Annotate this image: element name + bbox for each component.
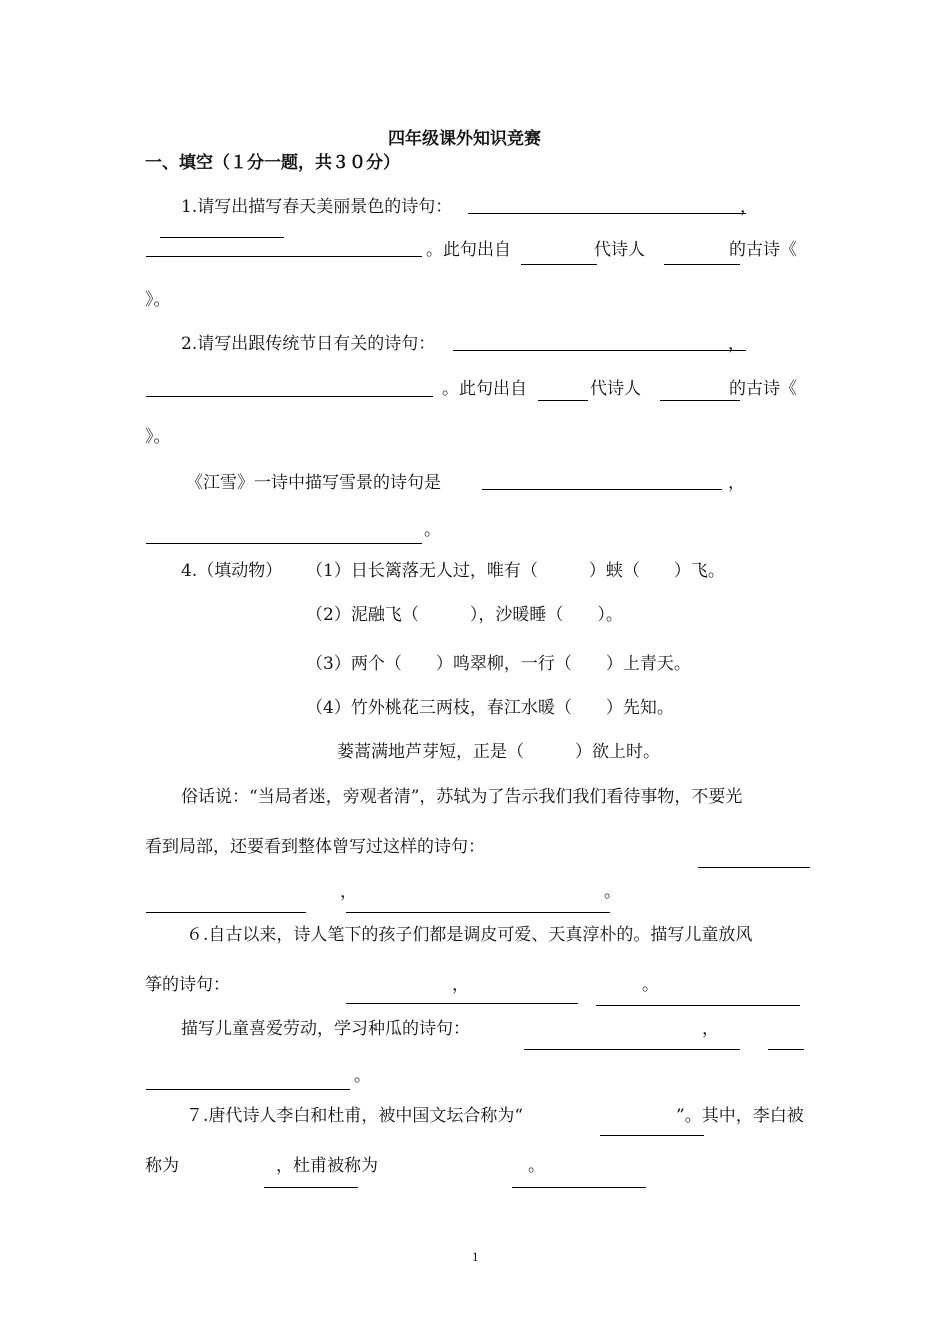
q1-prompt: 1.请写出描写春天美丽景色的诗句： xyxy=(181,197,453,217)
q5-comma: ， xyxy=(340,882,357,902)
q2-comma: ， xyxy=(728,334,745,354)
q1-dynasty-blank[interactable] xyxy=(521,264,597,265)
q5-line-2: 看到局部，还要看到整体曾写过这样的诗句： xyxy=(145,837,485,857)
q4-item-1: （1）日长篱落无人过，唯有（ ）蛱（ ）飞。 xyxy=(306,561,725,581)
q7-line-1: ７.唐代诗人李白和杜甫，被中国文坛合称为“ xyxy=(186,1106,524,1126)
q1-from: 。此句出自 xyxy=(426,240,511,260)
q4-item-2: （2）泥融飞（ ），沙暖睡（ ）。 xyxy=(306,605,623,625)
q7-blank-3[interactable] xyxy=(512,1187,646,1188)
section-heading: 一、填空（１分一题，共３０分） xyxy=(145,153,400,173)
q4-item-4b: 蒌蒿满地芦芽短，正是（ ）欲上时。 xyxy=(337,742,660,762)
q6-line-2: 筝的诗句： xyxy=(145,975,230,995)
q1-poem-label: 的古诗《 xyxy=(729,240,797,260)
q6-comma: ， xyxy=(452,975,469,995)
q7-end: 。 xyxy=(528,1156,545,1176)
q5-blank-2[interactable] xyxy=(346,912,610,913)
q2-blank-1[interactable] xyxy=(453,350,746,351)
q4-label: 4.（填动物） xyxy=(181,561,283,581)
q1-blank-1[interactable] xyxy=(468,213,746,214)
q3-end: 。 xyxy=(424,520,441,540)
q1-blank-2[interactable] xyxy=(160,237,284,238)
q2-from: 。此句出自 xyxy=(442,379,527,399)
q4-item-3: （3）两个（ ）鸣翠柳，一行（ ）上青天。 xyxy=(306,654,691,674)
q2-dynasty-blank[interactable] xyxy=(538,400,588,401)
q3-blank-2[interactable] xyxy=(146,543,422,544)
q2-poet-label: 代诗人 xyxy=(590,379,641,399)
q2-close: 》。 xyxy=(145,427,171,447)
q7-blank-2[interactable] xyxy=(264,1187,358,1188)
page-number: 1 xyxy=(472,1249,479,1264)
q4-item-4: （4）竹外桃花三两枝，春江水暖（ ）先知。 xyxy=(306,698,674,718)
q5-end: 。 xyxy=(604,882,621,902)
q2-poem-label: 的古诗《 xyxy=(729,379,797,399)
q3-comma: ， xyxy=(728,473,745,493)
q6-end: 。 xyxy=(642,975,659,995)
q7-blank-1[interactable] xyxy=(600,1135,704,1136)
q3-blank-1[interactable] xyxy=(482,489,722,490)
q7-line-2b: ，杜甫被称为 xyxy=(276,1156,378,1176)
q6-blank-2[interactable] xyxy=(596,1005,800,1006)
q6-comma-2: ， xyxy=(702,1019,719,1039)
q5-blank-1[interactable] xyxy=(146,912,306,913)
q2-prompt: 2.请写出跟传统节日有关的诗句： xyxy=(181,334,436,354)
q7-line-2a: 称为 xyxy=(145,1156,179,1176)
q1-poet-label: 代诗人 xyxy=(594,240,645,260)
q5-line-1: 俗话说：“当局者迷，旁观者清”，苏轼为了告示我们我们看待事物，不要光 xyxy=(181,787,743,807)
q3-prompt: 《江雪》一诗中描写雪景的诗句是 xyxy=(186,473,441,493)
q6-end-2: 。 xyxy=(354,1066,371,1086)
q5-blank-0[interactable] xyxy=(698,867,810,868)
q1-blank-3[interactable] xyxy=(146,256,422,257)
q2-blank-2[interactable] xyxy=(146,396,433,397)
q6-blank-5[interactable] xyxy=(146,1089,350,1090)
q6-line-1: ６.自古以来，诗人笔下的孩子们都是调皮可爱、天真淳朴的。描写儿童放风 xyxy=(186,925,753,945)
q1-comma: ， xyxy=(740,197,757,217)
q6-blank-4[interactable] xyxy=(768,1049,804,1050)
q6-line-3: 描写儿童喜爱劳动，学习种瓜的诗句： xyxy=(181,1019,470,1039)
q1-poet-blank[interactable] xyxy=(664,264,740,265)
q7-line-1b: ”。其中，李白被 xyxy=(676,1106,804,1126)
page-title: 四年级课外知识竞赛 xyxy=(388,129,541,149)
q6-blank-3[interactable] xyxy=(524,1049,740,1050)
q1-close: 》。 xyxy=(145,290,171,310)
q6-blank-1[interactable] xyxy=(346,1003,578,1004)
q2-poet-blank[interactable] xyxy=(660,400,740,401)
